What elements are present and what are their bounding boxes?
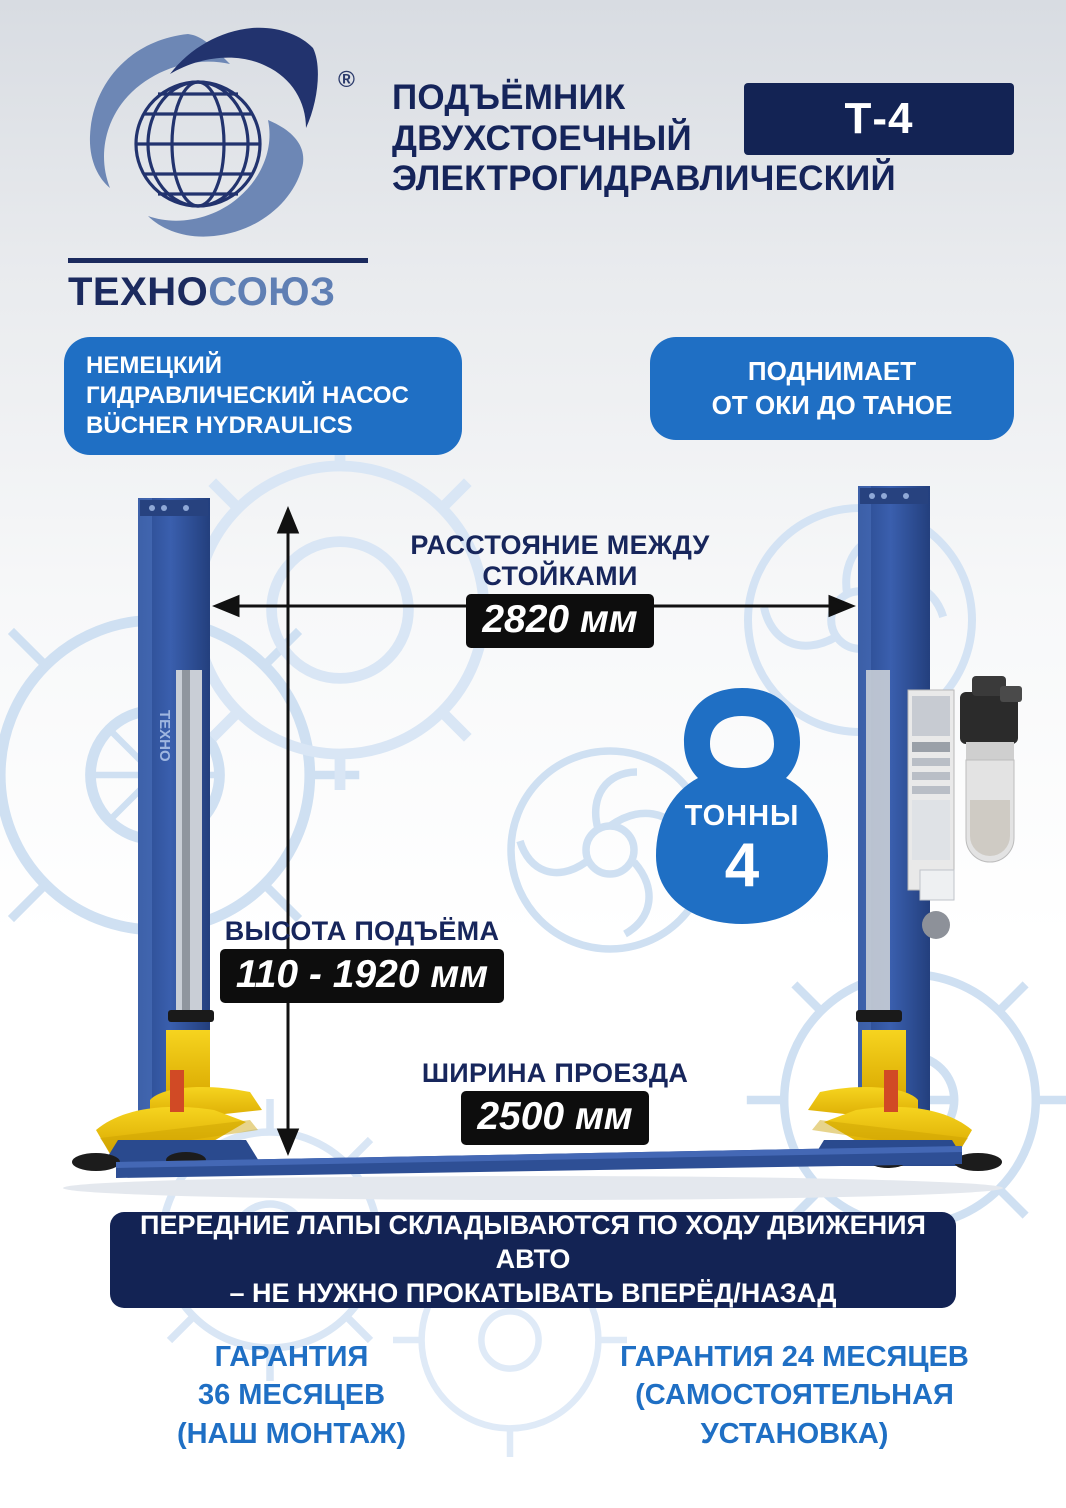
logo-word-techno: ТЕХНО (68, 270, 209, 314)
feature-banner-arms (110, 1212, 956, 1308)
warranty-left-line-3: (НАШ МОНТАЖ) (176, 1417, 407, 1450)
banner-line-1: ПЕРЕДНИЕ ЛАПЫ СКЛАДЫВАЮТСЯ ПО ХОДУ ДВИЖЕНИЯ АВТО (140, 1210, 926, 1275)
callout-span (330, 530, 790, 648)
lifts-line-1: ПОДНИМАЕТ (747, 355, 917, 386)
warranty-left-line-1: ГАРАНТИЯ (214, 1341, 369, 1373)
column-brand-text: ТЕХНО (156, 710, 173, 762)
pump-line-1: НЕМЕЦКИЙ (86, 352, 223, 379)
capacity-value: 4 (724, 831, 760, 900)
pump-line-3: BÜCHER HYDRAULICS (86, 412, 353, 439)
hydraulic-pump-unit (960, 676, 1022, 862)
poster-header (0, 0, 1066, 320)
logo-word-soyuz: СОЮЗ (208, 270, 336, 314)
logo-wordmark (68, 270, 378, 315)
span-caption: РАССТОЯНИЕ МЕЖДУ СТОЙКАМИ (410, 530, 710, 591)
warranty-left-line-2: 36 МЕСЯЦЕВ (197, 1379, 386, 1412)
lifts-line-2: ОТ ОКИ ДО ТАНОЕ (711, 389, 953, 420)
model-badge: Т-4 (744, 83, 1014, 155)
warranty-section (0, 1338, 1066, 1453)
warranty-self-installed (543, 1338, 1066, 1453)
title-line-2: ДВУХСТОЕЧНЫЙ (392, 118, 692, 158)
drive-width-value: 2500 мм (461, 1091, 648, 1145)
warranty-right-line-3: УСТАНОВКА) (700, 1417, 889, 1450)
span-value: 2820 мм (466, 594, 653, 648)
warranty-right-line-1: ГАРАНТИЯ 24 МЕСЯЦЕВ (620, 1341, 969, 1373)
callout-drive-width (370, 1058, 740, 1145)
pump-line-2: ГИДРАВЛИЧЕСКИЙ НАСОС (86, 382, 409, 409)
logo-divider (68, 258, 368, 263)
title-line-1: ПОДЪЁМНИК (392, 78, 626, 117)
callout-lift-height (112, 916, 612, 1003)
globe-swirl-icon (70, 18, 320, 248)
drive-width-caption: ШИРИНА ПРОЕЗДА (421, 1058, 689, 1088)
warranty-installed-by-us (0, 1338, 543, 1453)
feature-pill-pump (64, 337, 462, 455)
lift-height-value: 110 - 1920 мм (220, 949, 504, 1003)
capacity-label-group (632, 800, 852, 900)
feature-pill-capacity-range (650, 337, 1014, 440)
warranty-right-line-2: (САМОСТОЯТЕЛЬНАЯ (635, 1379, 954, 1412)
banner-line-2: – НЕ НУЖНО ПРОКАТЫВАТЬ ВПЕРЁД/НАЗАД (229, 1277, 837, 1308)
title-line-3: ЭЛЕКТРОГИДРАВЛИЧЕСКИЙ (392, 159, 896, 199)
registered-trademark: ® (338, 66, 355, 92)
company-logo (60, 18, 380, 314)
capacity-unit: ТОННЫ (684, 800, 800, 832)
lift-height-caption: ВЫСОТА ПОДЪЁМА (224, 916, 500, 946)
